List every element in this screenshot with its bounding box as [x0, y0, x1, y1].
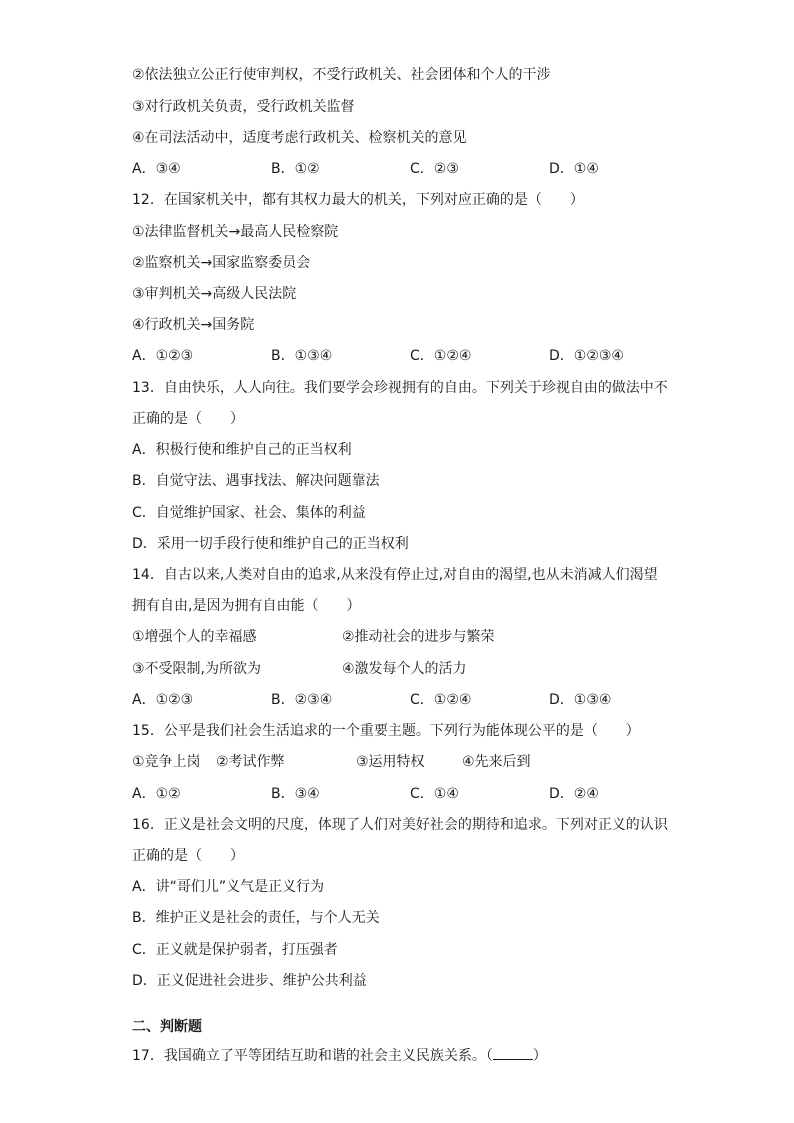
q15-statement-4: ④先来后到 [462, 754, 531, 770]
q12-statement-4: ④行政机关→国务院 [132, 317, 255, 333]
q13-option-a[interactable]: A．积极行使和维护自己的正当权利 [132, 442, 352, 458]
q11-statement-4: ④在司法活动中，适度考虑行政机关、检察机关的意见 [132, 130, 467, 146]
q16-option-c[interactable]: C．正义就是保护弱者，打压强者 [132, 942, 338, 958]
q14-options [132, 689, 672, 711]
q16-option-b[interactable]: B．维护正义是社会的责任，与个人无关 [132, 910, 380, 926]
q13-option-b[interactable]: B．自觉守法、遇事找法、解决问题靠法 [132, 473, 380, 489]
q14-option-d[interactable]: D．①③④ [549, 692, 612, 708]
q12-options [132, 345, 672, 367]
section-title-judgment: 二、判断题 [132, 1019, 202, 1035]
q16-option-d[interactable]: D．正义促进社会进步、维护公共利益 [132, 973, 367, 989]
q13-option-d[interactable]: D．采用一切手段行使和维护自己的正当权利 [132, 536, 409, 552]
q15-stem: 15．公平是我们社会生活追求的一个重要主题。下列行为能体现公平的是（ ） [132, 723, 640, 739]
q14-statement-3: ③不受限制,为所欲为 [132, 661, 262, 677]
q17-answer-blank[interactable] [493, 1043, 533, 1060]
q15-option-b[interactable]: B．③④ [271, 786, 320, 802]
q14-stem-line-1: 14．自古以来,人类对自由的追求,从来没有停止过,对自由的渴望,也从未消减人们渴望 [132, 567, 658, 583]
q12-statement-1: ①法律监督机关→最高人民检察院 [132, 224, 339, 240]
q14-option-a[interactable]: A．①②③ [132, 692, 194, 708]
q15-option-d[interactable]: D．②④ [549, 786, 599, 802]
q14-statement-2: ②推动社会的进步与繁荣 [342, 629, 495, 645]
q15-statement-1: ①竞争上岗 [132, 754, 201, 770]
q11-option-b[interactable]: B．①② [271, 161, 320, 177]
q15-statements [132, 751, 672, 773]
q14-statements-row-2 [132, 658, 672, 680]
q14-option-b[interactable]: B．②③④ [271, 692, 333, 708]
q15-option-a[interactable]: A．①② [132, 786, 181, 802]
q17-close-paren: ） [532, 1048, 547, 1064]
q11-options [132, 158, 672, 180]
q14-stem-line-2: 拥有自由,是因为拥有自由能（ ） [132, 598, 361, 614]
q16-stem-line-2: 正确的是（ ） [132, 848, 244, 864]
q12-option-c[interactable]: C．①②④ [410, 348, 472, 364]
q12-option-d[interactable]: D．①②③④ [549, 348, 624, 364]
q13-stem-line-2: 正确的是（ ） [132, 411, 244, 427]
q15-statement-2: ②考试作弊 [216, 754, 285, 770]
q11-option-a[interactable]: A．③④ [132, 161, 181, 177]
q12-statement-3: ③审判机关→高级人民法院 [132, 286, 297, 302]
q15-option-c[interactable]: C．①④ [410, 786, 459, 802]
q13-stem-line-1: 13．自由快乐，人人向往。我们要学会珍视拥有的自由。下列关于珍视自由的做法中不 [132, 380, 668, 396]
q11-option-c[interactable]: C．②③ [410, 161, 459, 177]
q15-options [132, 783, 672, 805]
q12-option-a[interactable]: A．①②③ [132, 348, 194, 364]
q11-statement-2: ②依法独立公正行使审判权，不受行政机关、社会团体和个人的干涉 [132, 67, 551, 83]
q17 [132, 1043, 672, 1065]
q14-option-c[interactable]: C．①②④ [410, 692, 472, 708]
q12-statement-2: ②监察机关→国家监察委员会 [132, 255, 311, 271]
q13-option-c[interactable]: C．自觉维护国家、社会、集体的利益 [132, 505, 366, 521]
q16-stem-line-1: 16．正义是社会文明的尺度，体现了人们对美好社会的期待和追求。下列对正义的认识 [132, 817, 668, 833]
q11-option-d[interactable]: D．①④ [549, 161, 599, 177]
q16-option-a[interactable]: A．讲“哥们儿”义气是正义行为 [132, 879, 325, 895]
q11-statement-3: ③对行政机关负责，受行政机关监督 [132, 99, 355, 115]
q17-stem: 17．我国确立了平等团结互助和谐的社会主义民族关系。（ [132, 1048, 493, 1064]
q14-statements-row-1 [132, 626, 672, 648]
q14-statement-4: ④激发每个人的活力 [342, 661, 467, 677]
q14-statement-1: ①增强个人的幸福感 [132, 629, 257, 645]
q12-option-b[interactable]: B．①③④ [271, 348, 333, 364]
q15-statement-3: ③运用特权 [356, 754, 425, 770]
q12-stem: 12．在国家机关中，都有其权力最大的机关，下列对应正确的是（ ） [132, 192, 584, 208]
